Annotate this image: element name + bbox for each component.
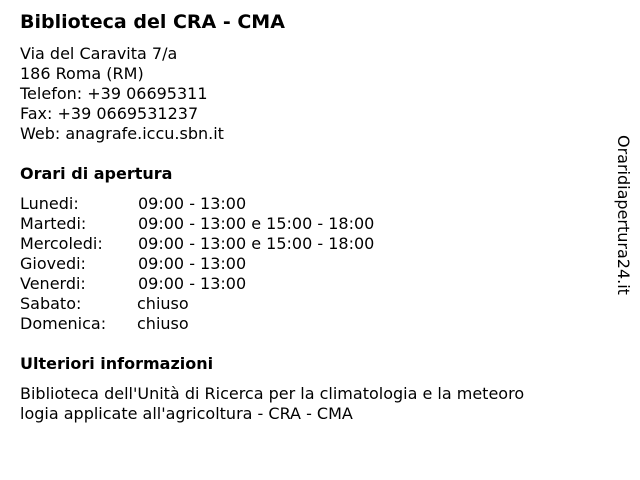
further-info-text bbox=[20, 384, 580, 424]
time-value: 09:00 - 13:00 e 15:00 - 18:00 bbox=[138, 214, 375, 233]
day-label: Domenica: bbox=[20, 314, 107, 333]
time-value: 09:00 - 13:00 e 15:00 - 18:00 bbox=[138, 234, 375, 253]
day-label: Sabato: bbox=[20, 294, 82, 313]
address-street: Via del Caravita 7/a bbox=[20, 44, 178, 63]
day-label: Lunedi: bbox=[20, 194, 79, 213]
page-title: Biblioteca del CRA - CMA bbox=[20, 11, 285, 33]
day-label: Martedi: bbox=[20, 214, 87, 233]
phone-number: Telefon: +39 06695311 bbox=[20, 84, 208, 103]
time-value: chiuso bbox=[137, 314, 189, 333]
fax-number: Fax: +39 0669531237 bbox=[20, 104, 199, 123]
website: Web: anagrafe.iccu.sbn.it bbox=[20, 124, 224, 143]
day-label: Venerdi: bbox=[20, 274, 86, 293]
day-label: Mercoledi: bbox=[20, 234, 103, 253]
time-value: 09:00 - 13:00 bbox=[138, 254, 247, 273]
time-value: 09:00 - 13:00 bbox=[138, 274, 247, 293]
address-city: 186 Roma (RM) bbox=[20, 64, 144, 83]
opening-hours-heading: Orari di apertura bbox=[20, 164, 173, 183]
time-value: chiuso bbox=[137, 294, 189, 313]
info-line: Biblioteca dell'Unità di Ricerca per la climatologia e la meteoro bbox=[20, 384, 525, 403]
info-line: logia applicate all'agricoltura - CRA - CMA bbox=[20, 404, 353, 423]
site-brand-vertical: Oraridiapertura24.it bbox=[614, 135, 633, 295]
further-info-heading: Ulteriori informazioni bbox=[20, 354, 214, 373]
time-value: 09:00 - 13:00 bbox=[138, 194, 247, 213]
contact-block bbox=[20, 44, 224, 144]
day-label: Giovedi: bbox=[20, 254, 86, 273]
